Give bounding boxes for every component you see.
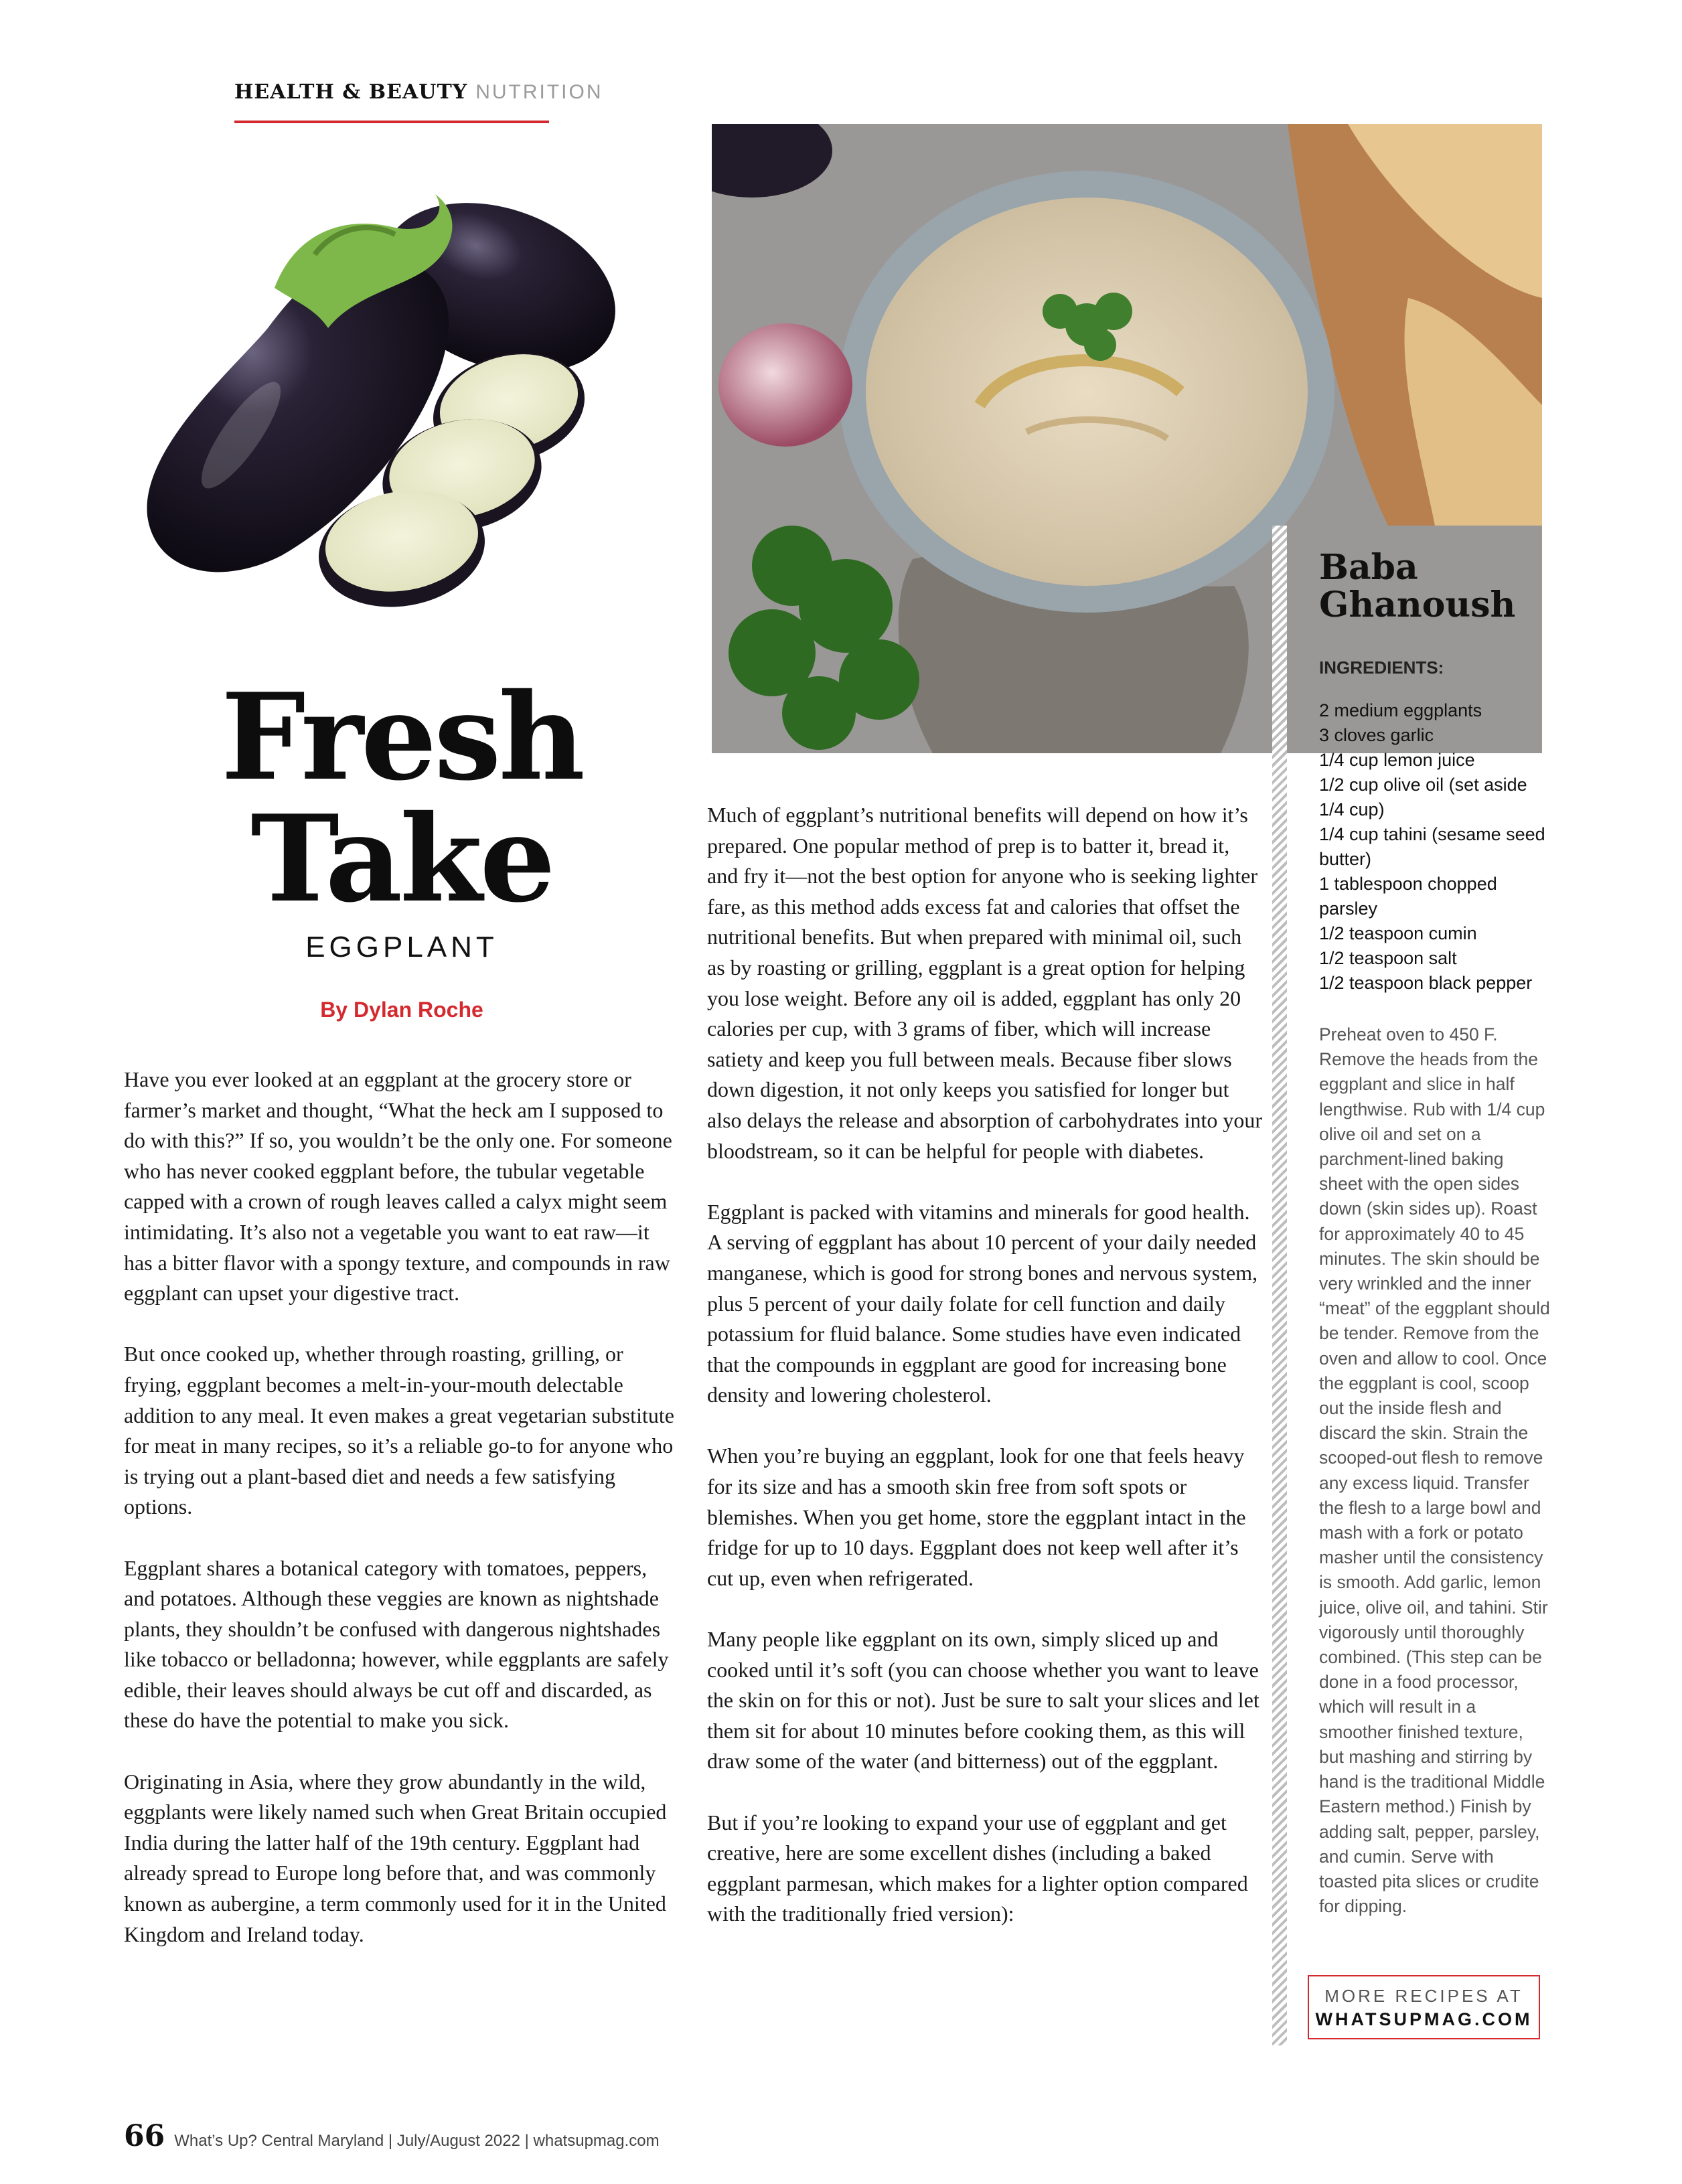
ingredient-item: 1/2 teaspoon cumin (1319, 923, 1477, 943)
paragraph: Much of eggplant’s nutritional benefits will depend on how it’s prepared. One popular method of prep is to batter it, bread it, and fry it—not the best option for anyone who is seeking lighter fare, as this method adds excess fat and calories that offset the nutritional benefits. But when prepared with minimal oil, such as by roasting or grilling, eggplant is a great option for helping you lose weight. Before any oil is added, eggplant has only 20 calories per cup, with 3 grams of fiber, which will increase satiety and keep you full between meals. Because fiber slows down digestion, it not only keeps you satisfied for longer but also delays the release and absorption of carbohydrates into your bloodstream, so it can be helpful for people with diabetes. (707, 803, 1263, 1163)
sidebar-stripe (1272, 526, 1287, 2045)
paragraph: But once cooked up, whether through roasting, grilling, or frying, eggplant becomes a melt-in-your-mouth delectable addition to any meal. It even makes a great vegetarian substitute for meat in many recipes, so it’s a reliable go-to for anyone who is trying out a plant-based diet and needs a few satisfying options. (124, 1342, 674, 1519)
title-line-1: Fresh (221, 667, 583, 807)
eggplant-image (114, 154, 683, 676)
paragraph: When you’re buying an eggplant, look for one that feels heavy for its size and has a smooth skin free from soft spots or blemishes. When you get home, store the eggplant intact in the fridge for up to 10 days. Eggplant does not keep well after it’s cut up, even when refrigerated. (707, 1444, 1246, 1590)
title-line-2: Take (250, 789, 553, 929)
recipe-title-line-1: Baba (1319, 547, 1418, 588)
ingredient-item: 3 cloves garlic (1319, 725, 1434, 745)
ingredient-item: 1/2 cup olive oil (set aside 1/4 cup) (1319, 775, 1527, 820)
more-recipes-url: WHATSUPMAG.COM (1315, 2009, 1533, 2029)
section-subcategory: NUTRITION (475, 81, 603, 103)
footer-info: What’s Up? Central Maryland | July/August 2022 | whatsupmag.com (174, 2132, 660, 2150)
ingredients-list (1319, 698, 1550, 996)
ingredient-item: 1/4 cup tahini (sesame seed butter) (1319, 824, 1545, 869)
paragraph: Eggplant is packed with vitamins and minerals for good health. A serving of eggplant has about 10 percent of your daily needed manganese, which is good for strong bones and nervous system, plus 5 percent of your daily folate for cell function and daily potassium for fluid balance. Some studies have even indicated that the compounds in eggplant are good for increasing bone density and lowering cholesterol. (707, 1199, 1258, 1407)
recipe-title-line-2: Ghanoush (1319, 584, 1516, 625)
body-column-2 (707, 800, 1263, 1960)
ingredient-item: 2 medium eggplants (1319, 700, 1482, 720)
ingredient-item: 1/4 cup lemon juice (1319, 750, 1475, 770)
ingredient-item: 1/2 teaspoon salt (1319, 948, 1457, 968)
recipe-method: Preheat oven to 450 F. Remove the heads from the eggplant and slice in half lengthwise. Rub with 1/4 cup olive oil and set on a parchment-lined baking sheet with the open sides down (skin sides up). Roast for approximately 40 to 45 minutes. The skin should be very wrinkled and the inner “meat” of the eggplant should be tender. Remove from the oven and allow to cool. Once the eggplant is cool, scoop out the inside flesh and discard the skin. Strain the scooped-out flesh to remove any excess liquid. Transfer the flesh to a large bowl and mash with a fork or potato masher until the consistency is smooth. Add garlic, lemon juice, olive oil, and tahini. Stir vigorously until thoroughly combined. (This step can be done in a food processor, which will result in a smoother finished texture, but mashing and stirring by hand is the traditional Middle Eastern method.) Finish by adding salt, pepper, parsley, and cumin. Serve with toasted pita slices or crudite for dipping. (1319, 1024, 1550, 1917)
paragraph: But if you’re looking to expand your use of eggplant and get creative, here are some excellent dishes (including a baked eggplant parmesan, which makes for a lighter option compared with the traditionally fried version): (707, 1810, 1248, 1926)
section-category: HEALTH & BEAUTY (234, 80, 468, 104)
page-footer (124, 2119, 660, 2153)
header-rule (234, 121, 549, 123)
article-title (147, 667, 656, 929)
recipe-title (1319, 549, 1550, 624)
recipe-sidebar (1319, 549, 1550, 1919)
page-number: 66 (124, 2119, 165, 2153)
ingredient-item: 1/2 teaspoon black pepper (1319, 973, 1533, 993)
ingredients-heading: INGREDIENTS: (1319, 657, 1444, 678)
paragraph: Eggplant shares a botanical category with tomatoes, peppers, and potatoes. Although these veggies are known as nightshade plants, they shouldn’t be confused with dangerous nightshades like tobacco or belladonna; however, while eggplants are safely edible, their leaves should always be cut off and discarded, as these do have the potential to make you sick. (124, 1555, 669, 1733)
paragraph: Have you ever looked at an eggplant at the grocery store or farmer’s market and thought, “What the heck am I supposed to do with this?” If so, you wouldn’t be the only one. For someone who has never cooked eggplant before, the tubular vegetable capped with a crown of rough leaves called a calyx might seem intimidating. It’s also not a vegetable you want to eat raw—it has a bitter flavor with a spongy texture, and compounds in raw eggplant can upset your digestive tract. (124, 1067, 672, 1306)
article-kicker: EGGPLANT (305, 931, 498, 963)
more-recipes-label: MORE RECIPES AT (1324, 1986, 1523, 2006)
article-byline: By Dylan Roche (320, 998, 483, 1022)
body-column-1 (124, 1065, 680, 1980)
more-recipes-link[interactable] (1308, 1975, 1540, 2039)
paragraph: Originating in Asia, where they grow abundantly in the wild, eggplants were likely named such when Great Britain occupied India during the latter half of the 19th century. Eggplant had already spread to Europe long before that, and was commonly known as aubergine, a term commonly used for it in the United Kingdom and Ireland today. (124, 1769, 667, 1946)
ingredient-item: 1 tablespoon chopped parsley (1319, 874, 1497, 919)
section-label (234, 80, 603, 104)
paragraph: Many people like eggplant on its own, simply sliced up and cooked until it’s soft (you can choose whether you want to leave the skin on for this or not). Just be sure to salt your slices and let them sit for about 10 minutes before cooking them, as this will draw some of the water (and bitterness) out of the eggplant. (707, 1627, 1259, 1774)
